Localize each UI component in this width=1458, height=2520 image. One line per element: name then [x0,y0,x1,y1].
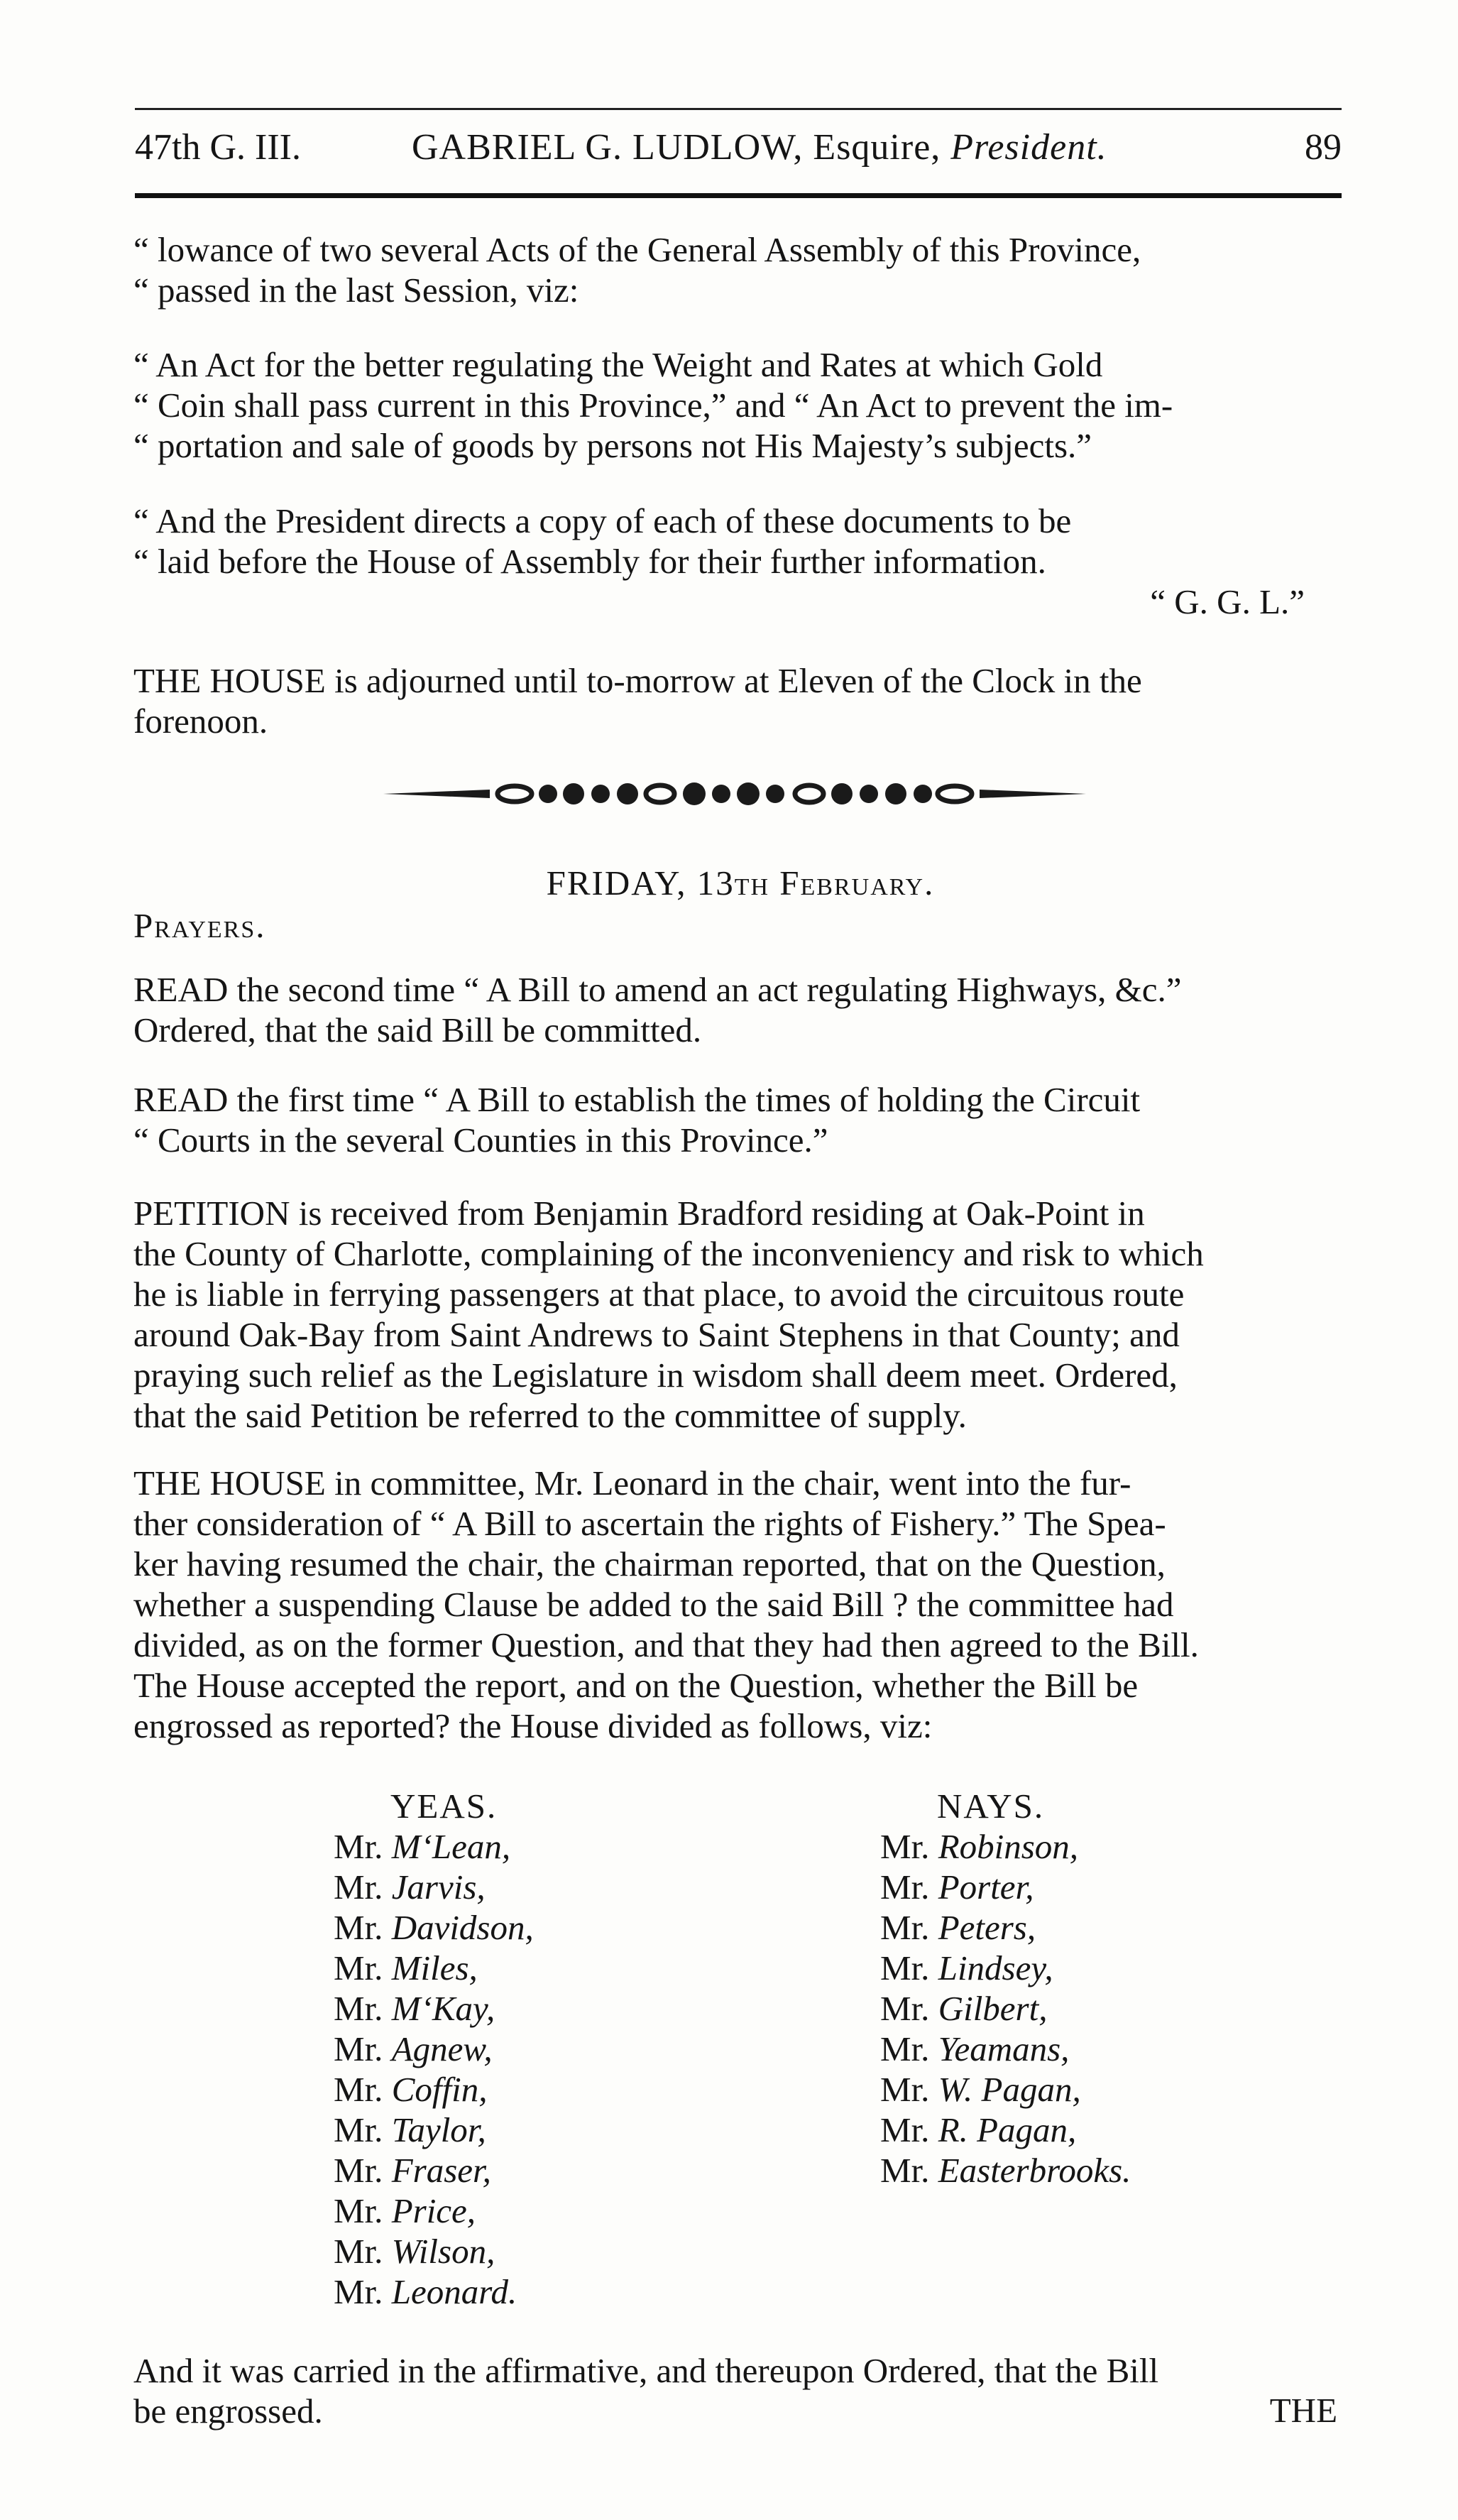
vote-name: Mr. Leonard. [334,2272,517,2311]
paragraph-petition [133,1193,1347,1436]
vote-name: Mr. Yeamans, [880,2029,1070,2068]
text-line: “ passed in the last Session, viz: [133,271,579,310]
vote-name: Mr. Robinson, [880,1827,1079,1866]
vote-name: Mr. W. Pagan, [880,2070,1081,2109]
header-title [412,126,1107,169]
paragraph-adjournment [133,660,1347,741]
vote-name: Mr. Agnew, [334,2029,493,2068]
day-heading: FRIDAY, 13th February. [546,863,935,902]
vote-name: Mr. Davidson, [334,1908,534,1947]
text-line: the County of Charlotte, complaining of the inconveniency and risk to which [133,1234,1204,1273]
text-line: READ the first time “ A Bill to establish the times of holding the Circuit [133,1080,1141,1119]
vote-name: Mr. Wilson, [334,2232,495,2271]
text-line: praying such relief as the Legislature in wisdom shall deem meet. Ordered, [133,1356,1178,1395]
catchword: THE [1269,2391,1337,2430]
nays-column [880,1786,1131,2191]
text-line: And it was carried in the affirmative, and thereupon Ordered, that the Bill [133,2351,1159,2390]
text-line: be engrossed. [133,2391,323,2431]
text-line: “ lowance of two several Acts of the General Assembly of this Province, [133,230,1141,269]
header-rule [135,193,1342,198]
text-line: THE HOUSE in committee, Mr. Leonard in the chair, went into the fur- [133,1463,1131,1502]
text-line: “ portation and sale of goods by persons not His Majesty’s subjects.” [133,426,1092,465]
text-line: “ Coin shall pass current in this Province,” and “ An Act to prevent the im- [133,386,1173,425]
vote-name: Mr. Porter, [880,1867,1034,1907]
text-line: The House accepted the report, and on the Question, whether the Bill be [133,1666,1139,1705]
running-header [135,126,1342,169]
paragraph-carried-affirmative [133,2350,1347,2431]
vote-name: Mr. Coffin, [334,2070,488,2109]
vote-name: Mr. R. Pagan, [880,2110,1077,2149]
text-line: divided, as on the former Question, and that they had then agreed to the Bill. [133,1625,1199,1664]
vote-name: Mr. Price, [334,2191,476,2230]
paragraph-acts-allowance [133,229,1347,310]
paragraph-highways-bill [133,969,1347,1050]
yeas-column [334,1786,534,2312]
nays-heading: NAYS. [937,1787,1045,1826]
text-line: THE HOUSE is adjourned until to-morrow at Eleven of the Clock in the [133,661,1142,700]
text-line: “ And the President directs a copy of each of these documents to be [133,501,1072,540]
vote-name: Mr. Miles, [334,1948,478,1987]
top-rule [135,108,1342,110]
paragraph-act-titles [133,344,1347,466]
vote-name: Mr. Lindsey, [880,1948,1053,1987]
prayers-label: Prayers. [133,906,266,945]
ornamental-divider [383,778,1086,810]
text-line: whether a suspending Clause be added to the said Bill ? the committee had [133,1585,1174,1624]
text-line: Ordered, that the said Bill be committed. [133,1010,702,1049]
vote-name: Mr. Peters, [880,1908,1036,1947]
vote-name: Mr. M‘Lean, [334,1827,511,1866]
vote-name: Mr. Fraser, [334,2151,491,2190]
vote-name: Mr. Jarvis, [334,1867,486,1907]
text-line: PETITION is received from Benjamin Bradford residing at Oak-Point in [133,1194,1145,1233]
regnal-year: 47th G. III. [135,127,301,168]
vote-name: Mr. M‘Kay, [334,1989,495,2028]
vote-name: Mr. Easterbrooks. [880,2151,1131,2190]
paragraph-fishery-committee [133,1463,1347,1746]
vote-name: Mr. Gilbert, [880,1989,1048,2028]
prayers-line [133,905,1347,946]
text-line: engrossed as reported? the House divided as follows, viz: [133,1706,933,1745]
yeas-heading: YEAS. [390,1787,498,1826]
page-number: 89 [1305,127,1342,168]
text-line: “ An Act for the better regulating the Weight and Rates at which Gold [133,345,1103,384]
text-line: he is liable in ferrying passengers at that place, to avoid the circuitous route [133,1275,1185,1314]
text-line: around Oak-Bay from Saint Andrews to Saint Stephens in that County; and [133,1315,1180,1354]
vote-name: Mr. Taylor, [334,2110,486,2149]
text-line: ther consideration of “ A Bill to ascertain the rights of Fishery.” The Spea- [133,1504,1166,1543]
text-line: “ laid before the House of Assembly for their further information. [133,542,1046,581]
header-role: President. [950,127,1107,168]
text-line: that the said Petition be referred to the committee of supply. [133,1396,967,1435]
text-line: “ Courts in the several Counties in this Province.” [133,1120,828,1160]
paragraph-circuit-courts-bill [133,1079,1347,1160]
signature-initials: “ G. G. L.” [1150,582,1305,621]
text-line: READ the second time “ A Bill to amend an act regulating Highways, &c.” [133,970,1182,1009]
header-name: GABRIEL G. LUDLOW, Esquire, [412,127,941,168]
paragraph-president-directs [133,501,1347,622]
text-line: ker having resumed the chair, the chairman reported, that on the Question, [133,1544,1166,1583]
text-line: forenoon. [133,702,268,741]
